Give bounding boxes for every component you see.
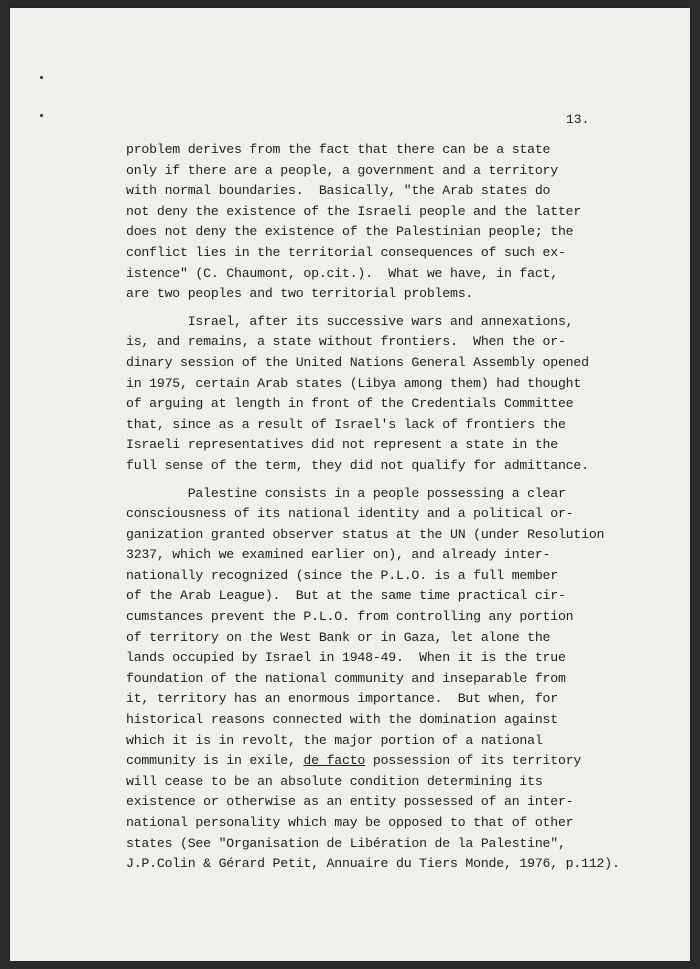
text-line: is, and remains, a state without frontiers. When the or- xyxy=(126,334,566,350)
text-line: cumstances prevent the P.L.O. from controlling any portion xyxy=(126,609,574,625)
text-line: does not deny the existence of the Palestinian people; the xyxy=(126,224,574,240)
text-fragment: community is in exile, xyxy=(126,753,304,769)
page-number: 13. xyxy=(566,112,590,127)
text-line: of the Arab League). But at the same time practical cir- xyxy=(126,588,566,604)
text-line: it, territory has an enormous importance. But when, for xyxy=(126,691,558,707)
text-line: conflict lies in the territorial consequences of such ex- xyxy=(126,244,566,260)
text-line: historical reasons connected with the domination against xyxy=(126,712,558,728)
text-line: with normal boundaries. Basically, "the Arab states do xyxy=(126,183,551,199)
text-line: consciousness of its national identity and a political or- xyxy=(126,506,574,522)
punch-mark xyxy=(40,114,43,117)
text-line: which it is in revolt, the major portion of a national xyxy=(126,732,543,748)
text-line: states (See "Organisation de Libération de la Palestine", xyxy=(126,835,566,851)
text-line: Palestine consists in a people possessing a clear xyxy=(126,485,566,501)
text-line: istence" (C. Chaumont, op.cit.). What we have, in fact, xyxy=(126,265,558,281)
text-line: Israeli representatives did not represent a state in the xyxy=(126,437,558,453)
text-line: Israel, after its successive wars and annexations, xyxy=(126,313,574,329)
paragraph-2 xyxy=(126,312,646,477)
text-line: full sense of the term, they did not qualify for admittance. xyxy=(126,457,589,473)
document-body xyxy=(126,140,646,875)
text-line-with-underline xyxy=(126,751,646,772)
text-line: are two peoples and two territorial problems. xyxy=(126,286,474,302)
paragraph-3 xyxy=(126,484,646,875)
underlined-term: de facto xyxy=(303,753,366,769)
text-line: in 1975, certain Arab states (Libya among them) had thought xyxy=(126,375,582,391)
text-line: lands occupied by Israel in 1948-49. When it is the true xyxy=(126,650,566,666)
text-line: will cease to be an absolute condition determining its xyxy=(126,773,543,789)
text-line: not deny the existence of the Israeli people and the latter xyxy=(126,203,582,219)
text-line: J.P.Colin & Gérard Petit, Annuaire du Tiers Monde, 1976, p.112). xyxy=(126,856,620,872)
text-line: of arguing at length in front of the Credentials Committee xyxy=(126,396,574,412)
text-line: of territory on the West Bank or in Gaza, let alone the xyxy=(126,629,551,645)
paragraph-1 xyxy=(126,140,646,305)
text-line: foundation of the national community and inseparable from xyxy=(126,670,566,686)
text-line: that, since as a result of Israel's lack of frontiers the xyxy=(126,416,566,432)
text-line: nationally recognized (since the P.L.O. is a full member xyxy=(126,567,558,583)
punch-mark xyxy=(40,76,43,79)
text-line: dinary session of the United Nations General Assembly opened xyxy=(126,354,589,370)
text-line: only if there are a people, a government and a territory xyxy=(126,162,558,178)
text-line: 3237, which we examined earlier on), and already inter- xyxy=(126,547,551,563)
text-line: existence or otherwise as an entity possessed of an inter- xyxy=(126,794,574,810)
text-line: national personality which may be opposed to that of other xyxy=(126,815,574,830)
text-line: problem derives from the fact that there can be a state xyxy=(126,142,551,157)
text-line: ganization granted observer status at the UN (under Resolution xyxy=(126,526,605,542)
text-fragment: possession of its territory xyxy=(365,753,582,769)
